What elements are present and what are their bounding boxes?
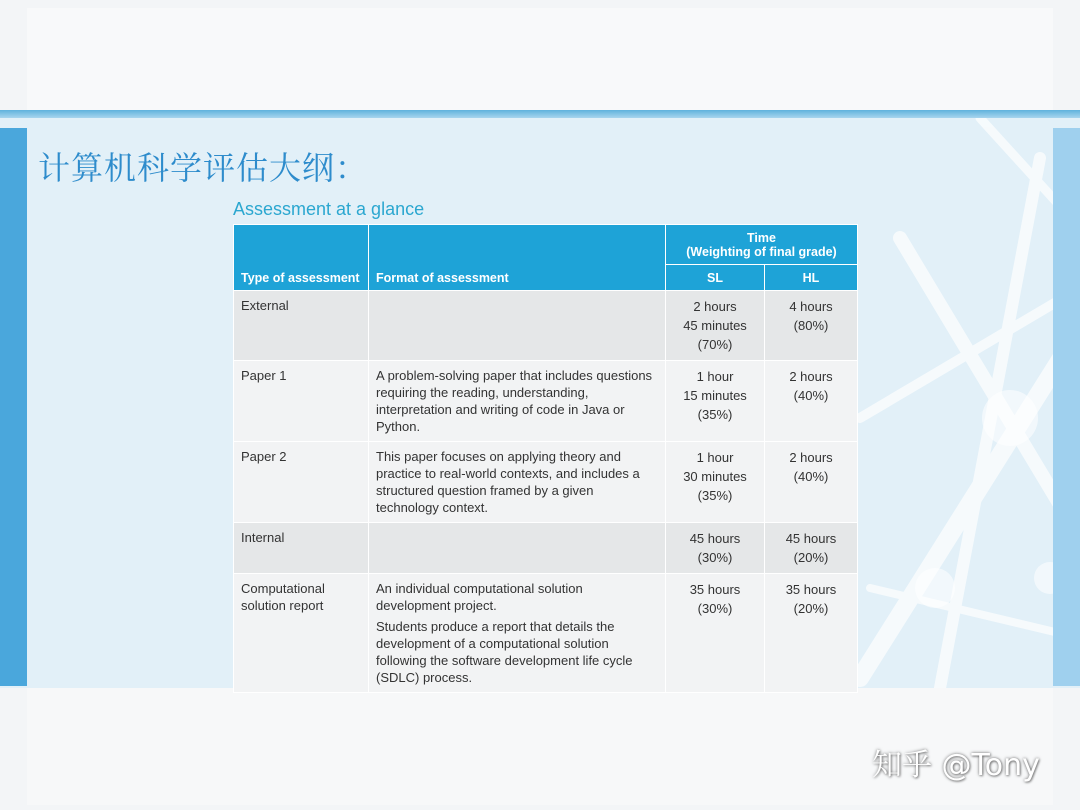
- table-subtitle: Assessment at a glance: [233, 199, 425, 219]
- header-sl: SL: [666, 265, 765, 291]
- left-accent-bar: [0, 128, 27, 686]
- hl-cell: [765, 574, 858, 693]
- hl-cell-text: 2 hours: [789, 369, 833, 384]
- watermark: 知乎 @Tony: [872, 748, 1040, 783]
- type-cell-text: Paper 2: [241, 449, 287, 464]
- sl-cell-text: 30 minutes: [683, 469, 747, 484]
- hl-cell: [765, 291, 858, 361]
- hl-cell-text: 45 hours: [785, 531, 837, 546]
- type-cell: [234, 523, 369, 574]
- sl-cell-text: (30%): [697, 601, 733, 616]
- format-cell: [369, 523, 666, 574]
- hl-cell-text: (20%): [793, 601, 829, 616]
- type-cell-text: External: [241, 298, 289, 313]
- hl-cell: [765, 523, 858, 574]
- sl-cell-text: 35 hours: [689, 582, 741, 597]
- header-time: [666, 225, 858, 265]
- right-accent-bar: [1053, 128, 1080, 686]
- table-row: [234, 523, 858, 574]
- header-format: Format of assessment: [369, 225, 666, 291]
- format-cell-text: A problem-solving paper that includes questions requiring the reading, understanding, interpretation and writing of code in Java or Python.: [376, 368, 653, 434]
- type-cell: [234, 574, 369, 693]
- type-cell: [234, 291, 369, 361]
- sl-cell-text: 15 minutes: [683, 388, 747, 403]
- sl-cell: [666, 291, 765, 361]
- hl-cell: [765, 442, 858, 523]
- sl-cell-text: 2 hours: [693, 299, 737, 314]
- hl-cell-text: (40%): [793, 469, 829, 484]
- header-hl: HL: [765, 265, 858, 291]
- type-cell-text: Paper 1: [241, 368, 287, 383]
- sl-cell: [666, 523, 765, 574]
- header-time-label: Time: [747, 230, 776, 245]
- sl-cell: [666, 574, 765, 693]
- format-cell: [369, 574, 666, 693]
- format-cell-text: This paper focuses on applying theory and practice to real-world contexts, and includes a structured question framed by a given technology context.: [376, 449, 640, 515]
- sl-cell-text: 45 minutes: [683, 318, 747, 333]
- table-row: [234, 574, 858, 693]
- sl-cell-text: (30%): [697, 550, 733, 565]
- hl-cell-text: (40%): [793, 388, 829, 403]
- page-heading: 计算机科学评估大纲：: [38, 149, 369, 187]
- hl-cell: [765, 361, 858, 442]
- hl-cell-text: (80%): [793, 318, 829, 333]
- format-cell-text: An individual computational solution development project.: [376, 581, 583, 613]
- hl-cell-text: 4 hours: [789, 299, 833, 314]
- type-cell-text: Internal: [241, 530, 285, 545]
- table-row: [234, 291, 858, 361]
- format-cell: [369, 291, 666, 361]
- header-time-weighting: (Weighting of final grade): [686, 244, 837, 259]
- sl-cell: [666, 442, 765, 523]
- format-cell: [369, 442, 666, 523]
- format-cell-text: Students produce a report that details the development of a computational solution following the software development life cycle (SDLC) process.: [376, 619, 633, 685]
- hl-cell-text: 2 hours: [789, 450, 833, 465]
- sl-cell-text: 1 hour: [696, 450, 734, 465]
- sl-cell-text: 1 hour: [696, 369, 734, 384]
- type-cell: [234, 361, 369, 442]
- table-row: [234, 442, 858, 523]
- sl-cell-text: 45 hours: [689, 531, 741, 546]
- header-type: Type of assessment: [234, 225, 369, 291]
- sl-cell-text: (35%): [697, 407, 733, 422]
- type-cell: [234, 442, 369, 523]
- sl-cell-text: (70%): [697, 337, 733, 352]
- hl-cell-text: 35 hours: [785, 582, 837, 597]
- table-row: [234, 361, 858, 442]
- header-stripe: [0, 110, 1080, 118]
- sl-cell: [666, 361, 765, 442]
- table-body: [234, 291, 858, 693]
- type-cell-text: Computational: [241, 581, 325, 596]
- assessment-table: [233, 224, 858, 693]
- format-cell: [369, 361, 666, 442]
- sl-cell-text: (35%): [697, 488, 733, 503]
- type-cell-text: solution report: [241, 598, 324, 613]
- hl-cell-text: (20%): [793, 550, 829, 565]
